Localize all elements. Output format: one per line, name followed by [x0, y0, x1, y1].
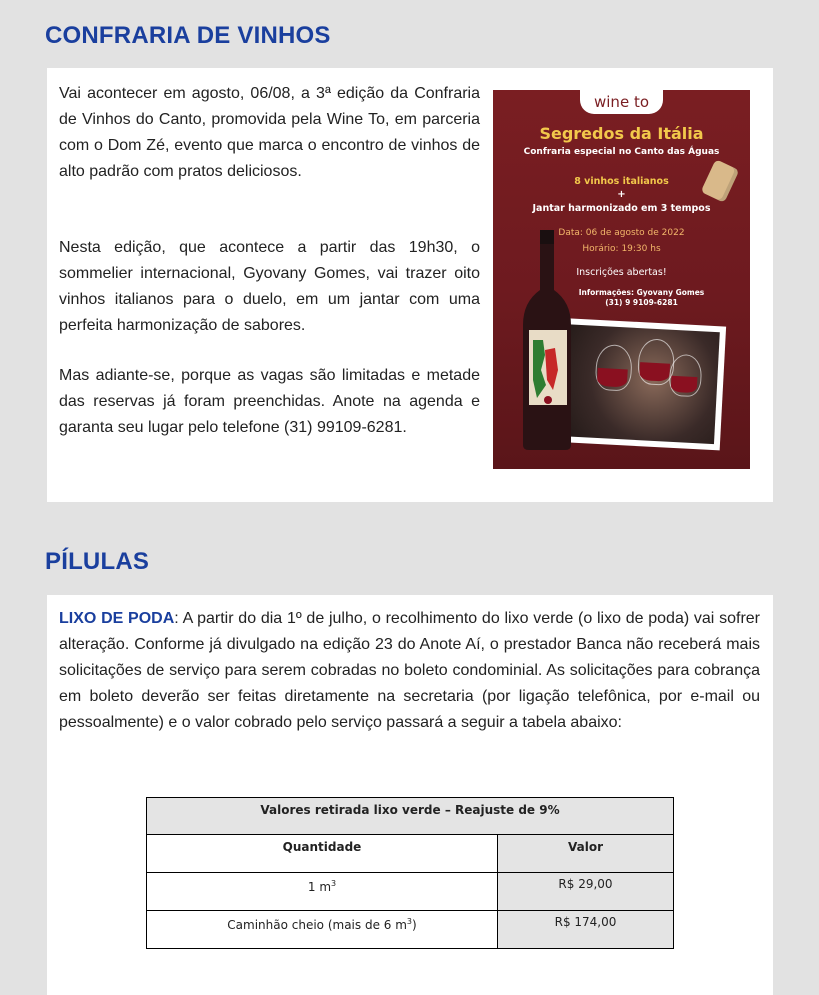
poster-time: Horário: 19:30 hs: [582, 244, 661, 254]
poster-line-wines: 8 vinhos italianos: [574, 176, 669, 187]
confraria-paragraph-1: Vai acontecer em agosto, 06/08, a 3ª edição da Confraria de Vinhos do Canto, promovida pela Wine To, em parceria com o Dom Zé, evento que marca o encontro de vinhos de alto padrão com pratos deliciosos.: [59, 85, 480, 180]
lixo-de-poda-paragraph: [59, 606, 760, 736]
poster-phone: (31) 9 9109-6281: [605, 298, 678, 307]
table-caption: Valores retirada lixo verde – Reajuste de 9%: [147, 798, 674, 835]
table-cell-quantity: 1 $m^3$: [147, 873, 498, 911]
table-row: [147, 911, 674, 949]
table-cell-value: R$ 29,00: [498, 873, 674, 911]
table-header-quantidade: Quantidade: [147, 835, 498, 873]
poster-info: Informações: Gyovany Gomes: [578, 288, 705, 297]
poster-date: Data: 06 de agosto de 2022: [558, 228, 685, 238]
lixo-de-poda-label: LIXO DE PODA: [59, 610, 175, 627]
price-table: [146, 797, 674, 949]
table-row: [147, 873, 674, 911]
poster-subtitle: Confraria especial no Canto das Águas: [523, 147, 720, 157]
wine-to-logo: wine to: [580, 90, 663, 114]
table-cell-quantity: Caminhão cheio (mais de 6 $m^3$): [147, 911, 498, 949]
lixo-de-poda-text: : A partir do dia 1º de julho, o recolhimento do lixo verde (o lixo de poda) vai sofrer alteração. Conforme já divulgado na edição 23 do Anote Aí, o prestador Banca não receberá mais solicitações de serviço para serem cobradas no boleto condominial. As solicitações para cobrança em boleto deverão ser feitas diretamente na secretaria (por ligação telefônica, por e-mail ou pessoalmente) e o valor cobrado pelo serviço passará a seguir a tabela abaixo:: [59, 610, 761, 731]
table-cell-value: R$ 174,00: [498, 911, 674, 949]
poster-registration: Inscrições abertas!: [576, 267, 667, 278]
poster-title: Segredos da Itália: [539, 124, 704, 143]
confraria-card: [47, 68, 773, 502]
poster-plus: +: [617, 189, 626, 200]
poster-line-dinner: Jantar harmonizado em 3 tempos: [532, 203, 711, 214]
confraria-paragraph-2: Nesta edição, que acontece a partir das 19h30, o sommelier internacional, Gyovany Gomes, vai trazer oito vinhos italianos para o duelo, em um jantar com uma perfeita harmonização de sabores.: [59, 239, 480, 334]
pilulas-card: [47, 595, 773, 995]
section-title-confraria: CONFRARIA DE VINHOS: [45, 22, 331, 49]
table-header-valor: Valor: [498, 835, 674, 873]
section-title-pilulas: PÍLULAS: [45, 548, 150, 575]
confraria-paragraph-3: Mas adiante-se, porque as vagas são limitadas e metade das reservas já foram preenchidas. Anote na agenda e garanta seu lugar pelo telefone (31) 99109-6281.: [59, 367, 480, 436]
wine-bottle-icon: [513, 230, 583, 450]
event-poster: [493, 90, 750, 469]
